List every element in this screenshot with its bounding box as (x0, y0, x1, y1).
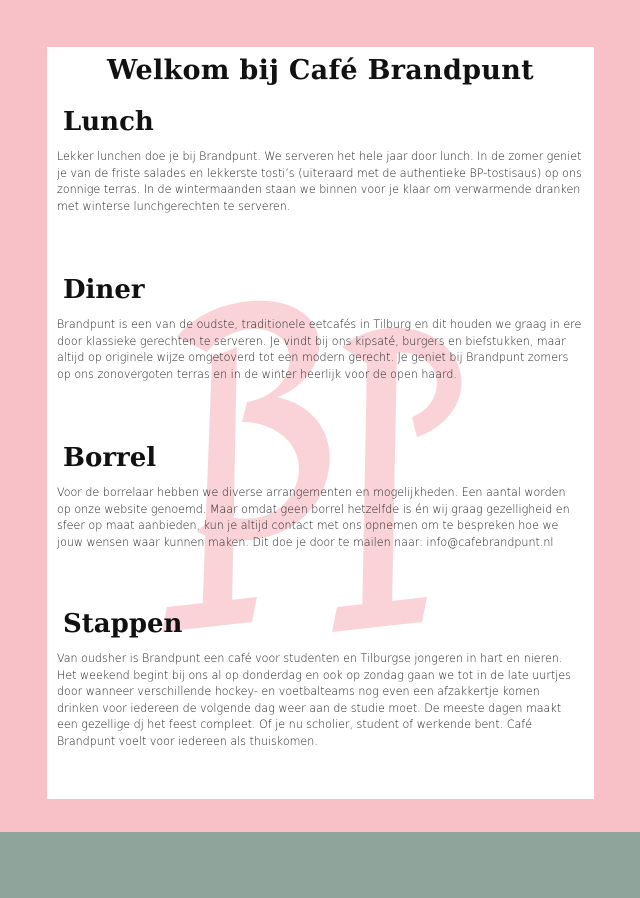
section-text-stappen: Van oudsher is Brandpunt een café voor studenten en Tilburgse jongeren in hart en nieren. Het weekend begint bij ons al op donderdag en ook op zondag gaan we tot in de late uurtjes door wanneer verschillende hockey- en voetbalteams nog even een afzakkertje komen drinken voor iedereen de volgende dag weer aan de studie moet. De meeste dagen maakt een gezellige dj het feest compleet. Of je nu scholier, student of werkende bent. Café Brandpunt voelt voor iedereen als thuiskomen. (57, 652, 571, 748)
section-heading-borrel: Borrel (63, 443, 157, 473)
section-borrel (57, 441, 582, 551)
section-text-lunch: Lekker lunchen doe je bij Brandpunt. We serveren het hele jaar door lunch. In de zomer geniet je van de friste salades en lekkerste tosti’s (uiteraard met de authentieke BP-tostisaus) op ons zonnige terras. In de wintermaanden staan we binnen voor je klaar om verwarmende dranken met winterse lunchgerechten te serveren. (57, 150, 582, 213)
page-title: Welkom bij Café Brandpunt (107, 55, 534, 86)
section-diner (57, 273, 582, 383)
section-heading-stappen: Stappen (63, 609, 183, 639)
section-heading-diner: Diner (63, 275, 145, 305)
section-text-borrel: Voor de borrelaar hebben we diverse arrangementen en mogelijkheden. Een aantal worden op onze website genoemd. Maar omdat geen borrel hetzelfde is én wij graag gezelligheid en sfeer op maat aanbieden, kun je altijd contact met ons opnemen om te bespreken hoe we jouw wensen waar kunnen maken. Dit doe je door te mailen naar: info@cafebrandpunt.nl (57, 486, 570, 549)
section-lunch (57, 105, 582, 215)
section-heading-lunch: Lunch (63, 107, 154, 137)
content-card (47, 47, 594, 799)
section-stappen (57, 607, 582, 750)
footer-band (0, 832, 640, 898)
section-text-diner: Brandpunt is een van de oudste, traditionele eetcafés in Tilburg en dit houden we graag in ere door klassieke gerechten te serveren. Je vindt bij ons kipsaté, burgers en biefstukken, maar altijd op originele wijze omgetoverd tot een modern gerecht. Je geniet bij Brandpunt zomers op ons zonovergoten terras en in de winter heerlijk voor de open haard. (57, 318, 582, 381)
